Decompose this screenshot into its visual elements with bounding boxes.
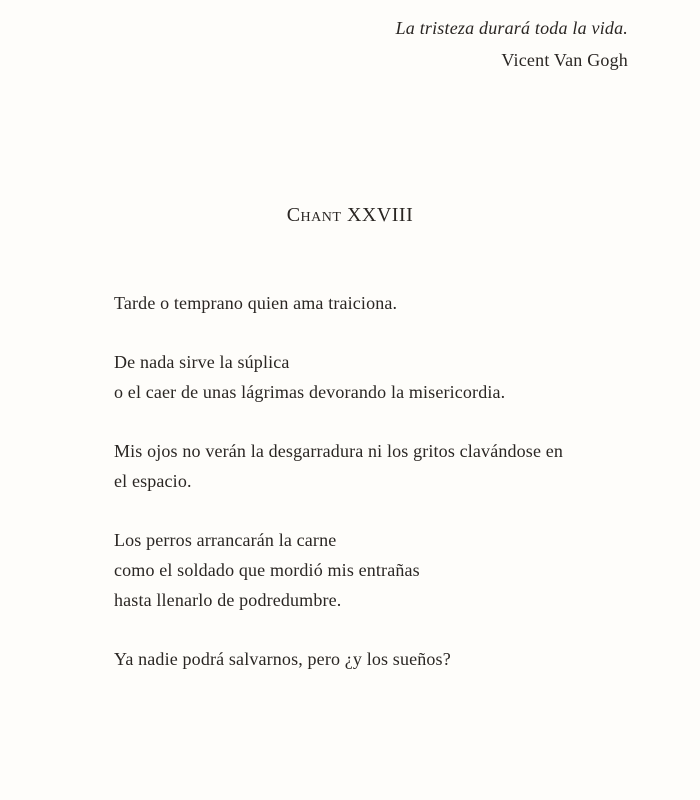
epigraph (396, 10, 628, 74)
poem-line: hasta llenarlo de podredumbre. (114, 590, 342, 610)
chant-title: Chant XXVIII (286, 204, 414, 226)
poem-body (114, 288, 624, 703)
stanza-1 (114, 288, 624, 318)
poem-line: Los perros arrancarán la carne (114, 530, 337, 550)
poem-line: el espacio. (114, 471, 192, 491)
poem-line: Tarde o temprano quien ama traiciona. (114, 293, 398, 313)
epigraph-quote: La tristeza durará toda la vida. (395, 18, 628, 38)
stanza-5 (114, 644, 624, 674)
stanza-4 (114, 525, 624, 615)
stanza-3 (114, 436, 624, 496)
poem-line: Ya nadie podrá salvarnos, pero ¿y los sueños? (114, 649, 451, 669)
poem-line: o el caer de unas lágrimas devorando la misericordia. (114, 382, 506, 402)
stanza-2 (114, 347, 624, 407)
epigraph-author: Vicent Van Gogh (501, 50, 628, 70)
poem-line: Mis ojos no verán la desgarradura ni los gritos clavándose en (114, 441, 564, 461)
poem-line: como el soldado que mordió mis entrañas (114, 560, 420, 580)
poem-line: De nada sirve la súplica (114, 352, 290, 372)
